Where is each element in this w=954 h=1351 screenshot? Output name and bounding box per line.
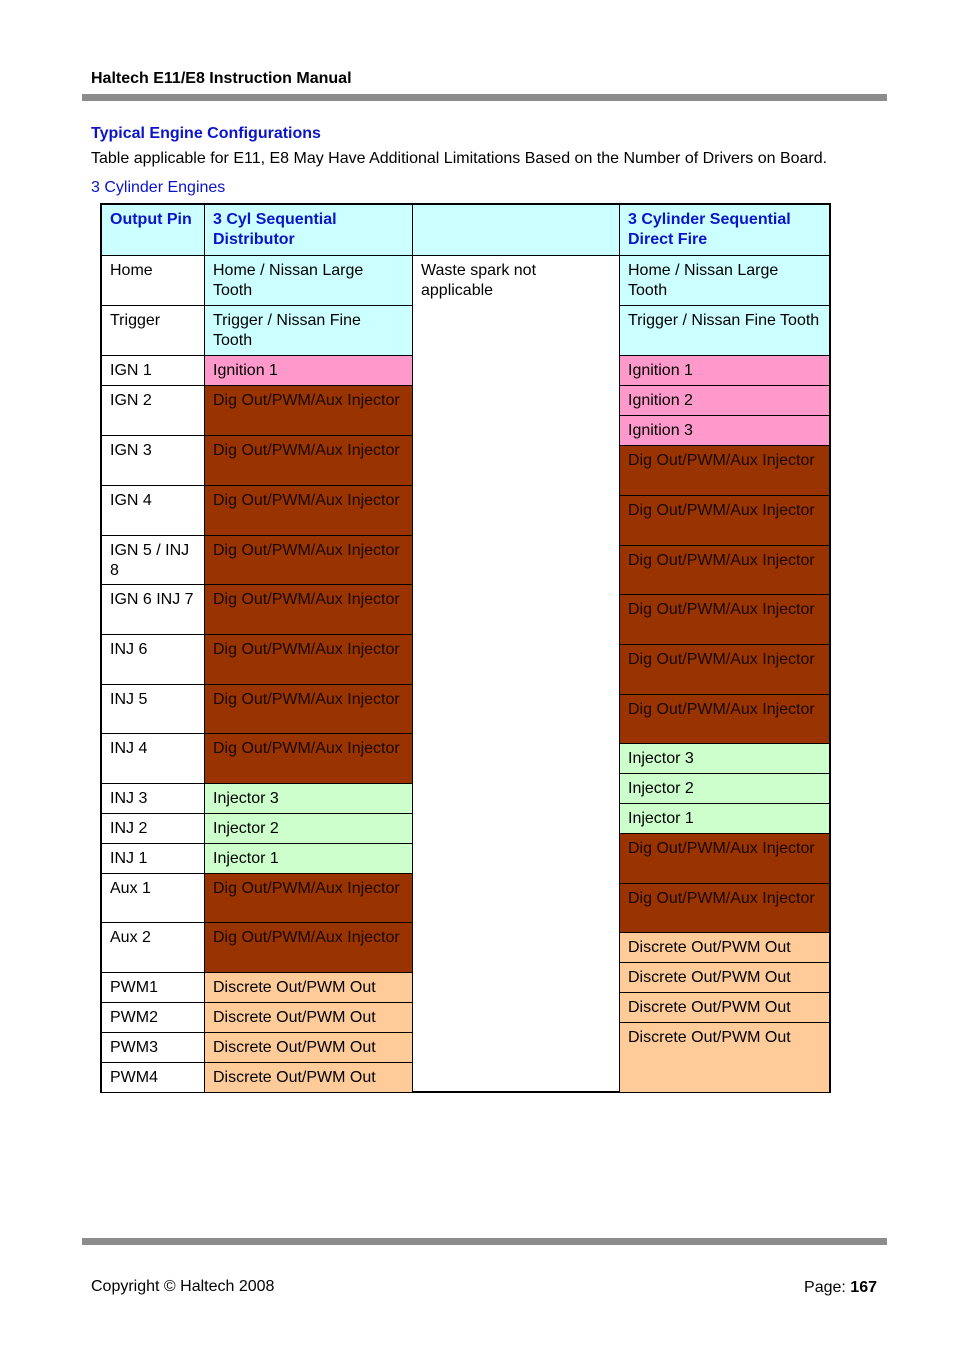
direct-fire-cell: Dig Out/PWM/Aux Injector bbox=[619, 594, 830, 645]
distributor-cell: Dig Out/PWM/Aux Injector bbox=[204, 485, 413, 536]
distributor-cell: Injector 1 bbox=[204, 843, 413, 874]
distributor-cell: Dig Out/PWM/Aux Injector bbox=[204, 684, 413, 734]
output-pin-cell: INJ 2 bbox=[101, 813, 205, 844]
distributor-cell: Dig Out/PWM/Aux Injector bbox=[204, 922, 413, 973]
distributor-cell: Discrete Out/PWM Out bbox=[204, 972, 413, 1003]
distributor-cell: Dig Out/PWM/Aux Injector bbox=[204, 634, 413, 685]
output-pin-cell: Trigger bbox=[101, 305, 205, 356]
page-label: Page: bbox=[804, 1279, 846, 1296]
output-pin-cell: PWM4 bbox=[101, 1062, 205, 1093]
distributor-cell: Home / Nissan Large Tooth bbox=[204, 255, 413, 306]
distributor-cell: Discrete Out/PWM Out bbox=[204, 1062, 413, 1093]
output-pin-cell: IGN 2 bbox=[101, 385, 205, 436]
section-title: Typical Engine Configurations bbox=[91, 125, 321, 142]
output-pin-cell: IGN 5 / INJ 8 bbox=[101, 535, 205, 585]
header-direct-fire: 3 Cylinder Sequential Direct Fire bbox=[619, 204, 830, 256]
direct-fire-cell: Dig Out/PWM/Aux Injector bbox=[619, 644, 830, 695]
direct-fire-cell: Home / Nissan Large Tooth bbox=[619, 255, 830, 306]
direct-fire-cell: Dig Out/PWM/Aux Injector bbox=[619, 445, 830, 496]
direct-fire-cell: Discrete Out/PWM Out bbox=[619, 962, 830, 993]
output-pin-cell: IGN 4 bbox=[101, 485, 205, 536]
distributor-cell: Trigger / Nissan Fine Tooth bbox=[204, 305, 413, 356]
output-pin-cell: PWM2 bbox=[101, 1002, 205, 1033]
header-output-pin: Output Pin bbox=[101, 204, 205, 256]
output-pin-cell: INJ 4 bbox=[101, 733, 205, 784]
distributor-cell: Dig Out/PWM/Aux Injector bbox=[204, 873, 413, 923]
direct-fire-cell: Injector 3 bbox=[619, 743, 830, 774]
distributor-cell: Discrete Out/PWM Out bbox=[204, 1002, 413, 1033]
direct-fire-cell: Dig Out/PWM/Aux Injector bbox=[619, 833, 830, 884]
page-number: 167 bbox=[850, 1279, 877, 1296]
direct-fire-cell: Dig Out/PWM/Aux Injector bbox=[619, 883, 830, 933]
direct-fire-cell: Ignition 3 bbox=[619, 415, 830, 446]
direct-fire-cell: Ignition 1 bbox=[619, 355, 830, 386]
waste-spark-note: Waste spark not applicable bbox=[412, 255, 620, 1092]
page-indicator bbox=[804, 1279, 877, 1297]
direct-fire-cell: Dig Out/PWM/Aux Injector bbox=[619, 495, 830, 546]
header-rule bbox=[82, 94, 887, 101]
intro-text: Table applicable for E11, E8 May Have Additional Limitations Based on the Number of Drivers on Board. bbox=[91, 150, 828, 167]
output-pin-cell: INJ 6 bbox=[101, 634, 205, 685]
footer-rule bbox=[82, 1238, 887, 1245]
distributor-cell: Discrete Out/PWM Out bbox=[204, 1032, 413, 1063]
output-pin-cell: INJ 5 bbox=[101, 684, 205, 734]
direct-fire-cell: Ignition 2 bbox=[619, 385, 830, 416]
direct-fire-cell: Dig Out/PWM/Aux Injector bbox=[619, 694, 830, 744]
distributor-cell: Dig Out/PWM/Aux Injector bbox=[204, 733, 413, 784]
distributor-cell: Injector 2 bbox=[204, 813, 413, 844]
distributor-cell: Ignition 1 bbox=[204, 355, 413, 386]
direct-fire-cell: Dig Out/PWM/Aux Injector bbox=[619, 545, 830, 595]
output-pin-cell: INJ 3 bbox=[101, 783, 205, 814]
distributor-cell: Dig Out/PWM/Aux Injector bbox=[204, 584, 413, 635]
distributor-cell: Dig Out/PWM/Aux Injector bbox=[204, 435, 413, 486]
output-pin-cell: IGN 6 INJ 7 bbox=[101, 584, 205, 635]
output-pin-cell: IGN 3 bbox=[101, 435, 205, 486]
direct-fire-cell: Discrete Out/PWM Out bbox=[619, 932, 830, 963]
output-pin-cell: INJ 1 bbox=[101, 843, 205, 874]
output-pin-cell: IGN 1 bbox=[101, 355, 205, 386]
direct-fire-cell: Injector 2 bbox=[619, 773, 830, 804]
output-pin-cell: Home bbox=[101, 255, 205, 306]
distributor-cell: Injector 3 bbox=[204, 783, 413, 814]
output-pin-cell: Aux 1 bbox=[101, 873, 205, 923]
subsection-title: 3 Cylinder Engines bbox=[91, 179, 226, 196]
direct-fire-cell: Injector 1 bbox=[619, 803, 830, 834]
output-pin-cell: PWM1 bbox=[101, 972, 205, 1003]
header-waste-spark bbox=[412, 204, 620, 256]
distributor-cell: Dig Out/PWM/Aux Injector bbox=[204, 535, 413, 585]
direct-fire-cell: Trigger / Nissan Fine Tooth bbox=[619, 305, 830, 356]
direct-fire-cell: Discrete Out/PWM Out bbox=[619, 1022, 830, 1093]
manual-title: Haltech E11/E8 Instruction Manual bbox=[91, 70, 352, 87]
distributor-cell: Dig Out/PWM/Aux Injector bbox=[204, 385, 413, 436]
direct-fire-cell: Discrete Out/PWM Out bbox=[619, 992, 830, 1023]
output-pin-cell: PWM3 bbox=[101, 1032, 205, 1063]
output-pin-cell: Aux 2 bbox=[101, 922, 205, 973]
header-distributor: 3 Cyl Sequential Distributor bbox=[204, 204, 413, 256]
copyright: Copyright © Haltech 2008 bbox=[91, 1278, 275, 1295]
